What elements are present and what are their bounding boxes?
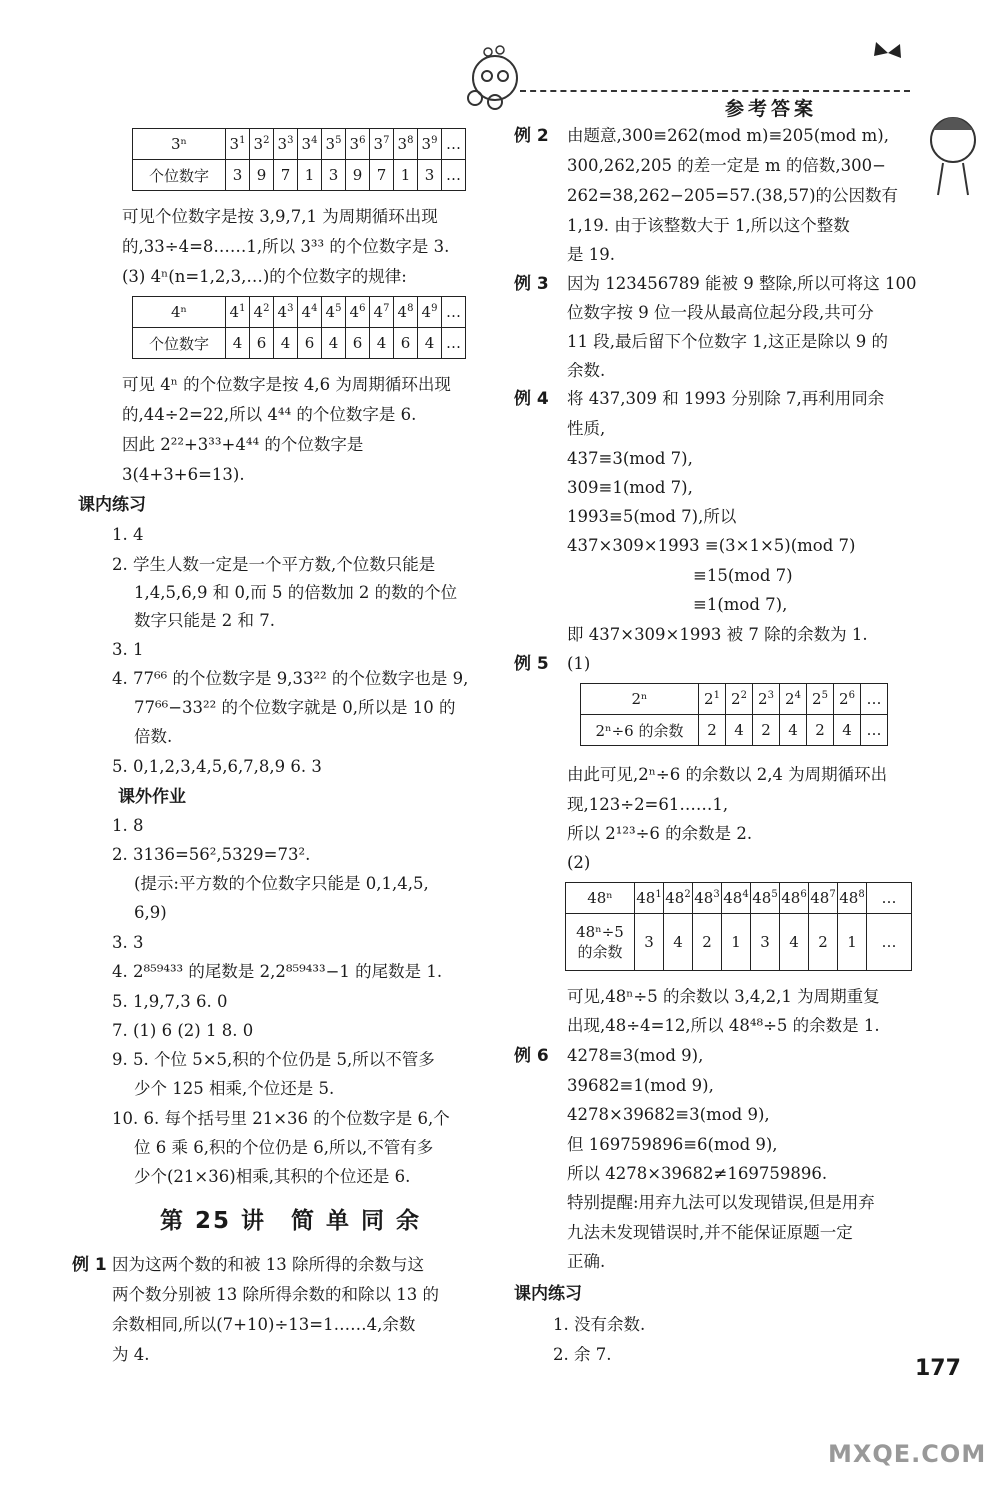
example-line: 437×309×1993 ≡(3×1×5)(mod 7) bbox=[567, 536, 856, 555]
example-line: 11 段,最后留下个位数字 1,这正是除以 9 的 bbox=[567, 332, 888, 351]
example-line: 因为 123456789 能被 9 整除,所以可将这 100 bbox=[567, 274, 917, 293]
example-line: 437≡3(mod 7), bbox=[567, 449, 693, 468]
table-row-label: 48ⁿ÷5 的余数 bbox=[566, 914, 635, 971]
example-line: 1993≡5(mod 7),所以 bbox=[567, 507, 737, 526]
example-line: 两个数分别被 13 除所得余数的和除以 13 的 bbox=[112, 1285, 439, 1304]
example-line: 但 169759896≡6(mod 9), bbox=[567, 1135, 778, 1154]
cartoon-face-icon bbox=[440, 40, 550, 115]
section-heading: 课内练习 bbox=[78, 495, 146, 515]
header-rule bbox=[520, 90, 910, 92]
example-line: 262=38,262−205=57.(38,57)的公因数有 bbox=[567, 186, 899, 205]
example-line: 300,262,205 的差一定是 m 的倍数,300− bbox=[567, 156, 886, 175]
text-line: 的,33÷4=8……1,所以 3³³ 的个位数字是 3. bbox=[122, 237, 450, 256]
answer-line: 9. 5. 个位 5×5,积的个位仍是 5,所以不管多 bbox=[112, 1050, 435, 1069]
example-line: 出现,48÷4=12,所以 48⁴⁸÷5 的余数是 1. bbox=[567, 1016, 880, 1035]
example-line: 余数. bbox=[567, 361, 606, 380]
section-heading: 课内练习 bbox=[514, 1284, 582, 1304]
text-line: 3(4+3+6=13). bbox=[122, 465, 245, 484]
example-part: (1) bbox=[567, 654, 591, 673]
answer-line: 2. 余 7. bbox=[553, 1345, 612, 1364]
table-head: 48ⁿ bbox=[566, 883, 635, 914]
answer-line: (提示:平方数的个位数字只能是 0,1,4,5, bbox=[134, 874, 429, 893]
cartoon-girl-icon bbox=[918, 95, 988, 205]
answer-line: 位 6 乘 6,积的个位仍是 6,所以,不管有多 bbox=[134, 1138, 434, 1157]
lecture-title: 第 25 讲 简 单 同 余 bbox=[160, 1208, 422, 1234]
answer-line: 数字只能是 2 和 7. bbox=[134, 611, 275, 630]
example-line: 为 4. bbox=[112, 1345, 150, 1364]
answer-line: 4. 2⁸⁵⁹⁴³³ 的尾数是 2,2⁸⁵⁹⁴³³−1 的尾数是 1. bbox=[112, 962, 443, 981]
example-line: 所以 4278×39682≠169759896. bbox=[567, 1164, 828, 1183]
example-line: 特别提醒:用弃九法可以发现错误,但是用弃 bbox=[567, 1193, 875, 1212]
answer-line: 2. 学生人数一定是一个平方数,个位数只能是 bbox=[112, 555, 436, 574]
example-label: 例 4 bbox=[514, 389, 549, 409]
example-label: 例 1 bbox=[72, 1255, 107, 1275]
example-line: 1,19. 由于该整数大于 1,所以这个整数 bbox=[567, 216, 850, 235]
example-line: 所以 2¹²³÷6 的余数是 2. bbox=[567, 824, 753, 843]
table-head: 4ⁿ bbox=[133, 297, 226, 328]
answer-line: 少个(21×36)相乘,其积的个位还是 6. bbox=[134, 1167, 411, 1186]
answer-line: 1. 没有余数. bbox=[553, 1315, 646, 1334]
answer-line: 3. 3 bbox=[112, 933, 144, 952]
table-head: 2ⁿ bbox=[581, 684, 699, 715]
answer-line: 10. 6. 每个括号里 21×36 的个位数字是 6,个 bbox=[112, 1109, 450, 1128]
table-row-label: 个位数字 bbox=[133, 328, 226, 359]
text-line: 可见个位数字是按 3,9,7,1 为周期循环出现 bbox=[122, 207, 438, 226]
table-head: 3ⁿ bbox=[133, 129, 226, 160]
answer-line: 5. 0,1,2,3,4,5,6,7,8,9 6. 3 bbox=[112, 757, 322, 776]
powers-of-2-mod-6-table: 2ⁿ $2^1$ $2^2$ $2^3$ $2^4$ $2^5$ $2^6$ … 2ⁿ÷6 的余数 2 4 2 4 2 4 … bbox=[580, 683, 888, 746]
powers-of-48-mod-5-table: 48ⁿ $48^1$ $48^2$ $48^3$ $48^4$ $48^5$ $48^6$ $48^7$ $48^8$ … 48ⁿ÷5 的余数 3 4 2 1 3 4 2 1 … bbox=[565, 882, 912, 971]
example-label: 例 2 bbox=[514, 126, 549, 146]
example-line: 位数字按 9 位一段从最高位起分段,共可分 bbox=[567, 303, 874, 322]
answer-line: 1. 4 bbox=[112, 525, 144, 544]
example-line: 九法未发现错误时,并不能保证原题一定 bbox=[567, 1223, 853, 1242]
answer-line: 77⁶⁶−33²² 的个位数字就是 0,所以是 10 的 bbox=[134, 698, 456, 717]
answer-line: 2. 3136=56²,5329=73². bbox=[112, 845, 311, 864]
example-line: 因为这两个数的和被 13 除所得的余数与这 bbox=[112, 1255, 424, 1274]
text-line: 的,44÷2=22,所以 4⁴⁴ 的个位数字是 6. bbox=[122, 405, 417, 424]
answer-line: 5. 1,9,7,3 6. 0 bbox=[112, 992, 228, 1011]
example-line: 即 437×309×1993 被 7 除的余数为 1. bbox=[567, 625, 868, 644]
example-label: 例 6 bbox=[514, 1046, 549, 1066]
section-heading: 课外作业 bbox=[118, 787, 186, 807]
answer-line: 少个 125 相乘,个位还是 5. bbox=[134, 1079, 335, 1098]
text-line: (3) 4ⁿ(n=1,2,3,…)的个位数字的规律: bbox=[122, 267, 407, 286]
page-number: 177 bbox=[915, 1356, 961, 1381]
answer-line: 4. 77⁶⁶ 的个位数字是 9,33²² 的个位数字也是 9, bbox=[112, 669, 469, 688]
answer-line: 1. 8 bbox=[112, 816, 144, 835]
example-line: 正确. bbox=[567, 1252, 606, 1271]
example-line: ≡1(mod 7), bbox=[693, 595, 788, 614]
example-part: (2) bbox=[567, 853, 591, 872]
answer-line: 倍数. bbox=[134, 727, 173, 746]
answer-line: 1,4,5,6,9 和 0,而 5 的倍数加 2 的数的个位 bbox=[134, 583, 458, 602]
example-line: 余数相同,所以(7+10)÷13=1……4,余数 bbox=[112, 1315, 416, 1334]
answer-line: 3. 1 bbox=[112, 640, 144, 659]
watermark: MXQE.COM bbox=[828, 1440, 987, 1468]
header-title: 参考答案 bbox=[725, 98, 818, 120]
example-line: 将 437,309 和 1993 分别除 7,再利用同余 bbox=[567, 389, 885, 408]
table-row-label: 个位数字 bbox=[133, 160, 226, 191]
powers-of-4-table: 4ⁿ $4^1$ $4^2$ $4^3$ $4^4$ $4^5$ $4^6$ $4^7$ $4^8$ $4^9$ … 个位数字 4 6 4 6 4 6 4 6 4 … bbox=[132, 296, 466, 359]
answer-line: 7. (1) 6 (2) 1 8. 0 bbox=[112, 1021, 254, 1040]
example-line: 309≡1(mod 7), bbox=[567, 478, 693, 497]
example-line: 可见,48ⁿ÷5 的余数以 3,4,2,1 为周期重复 bbox=[567, 987, 880, 1006]
example-line: ≡15(mod 7) bbox=[693, 566, 793, 585]
powers-of-3-table: 3ⁿ $3^1$ $3^2$ $3^3$ $3^4$ $3^5$ $3^6$ $3^7$ $3^8$ $3^9$ … 个位数字 3 9 7 1 3 9 7 1 3 … bbox=[132, 128, 466, 191]
example-line: 性质, bbox=[567, 419, 606, 438]
example-line: 39682≡1(mod 9), bbox=[567, 1076, 714, 1095]
text-line: 可见 4ⁿ 的个位数字是按 4,6 为周期循环出现 bbox=[122, 375, 451, 394]
example-line: 是 19. bbox=[567, 245, 615, 264]
text-line: 因此 2²²+3³³+4⁴⁴ 的个位数字是 bbox=[122, 435, 364, 454]
butterfly-icon bbox=[868, 38, 908, 68]
answer-line: 6,9) bbox=[134, 903, 167, 922]
example-line: 4278×39682≡3(mod 9), bbox=[567, 1105, 770, 1124]
example-label: 例 3 bbox=[514, 274, 549, 294]
example-line: 由此可见,2ⁿ÷6 的余数以 2,4 为周期循环出 bbox=[567, 765, 888, 784]
table-row-label: 2ⁿ÷6 的余数 bbox=[581, 715, 699, 746]
example-label: 例 5 bbox=[514, 654, 549, 674]
example-line: 4278≡3(mod 9), bbox=[567, 1046, 704, 1065]
example-line: 现,123÷2=61……1, bbox=[567, 795, 729, 814]
example-line: 由题意,300≡262(mod m)≡205(mod m), bbox=[567, 126, 889, 145]
